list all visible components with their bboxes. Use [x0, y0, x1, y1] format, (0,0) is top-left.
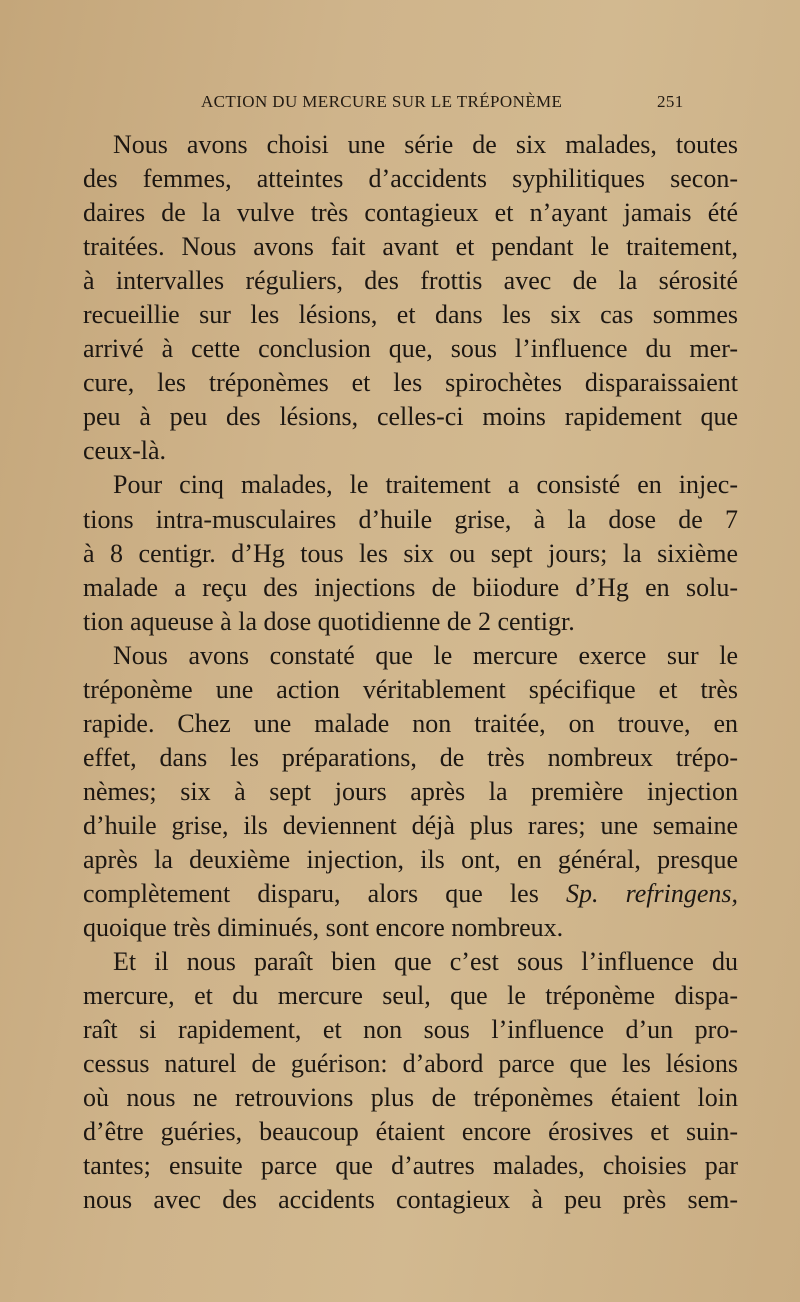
text-line: à intervalles réguliers, des frottis avec de la sérosité: [83, 266, 738, 296]
text-fragment: complètement disparu, alors que les: [83, 879, 539, 909]
text-line: raît si rapidement, et non sous l’influence d’un pro-: [83, 1015, 738, 1045]
text-line: d’être guéries, beaucoup étaient encore érosives et suin-: [83, 1117, 738, 1147]
paragraph-3: [55, 639, 738, 945]
italic-species-name: Sp. refringens,: [565, 879, 739, 909]
text-line: effet, dans les préparations, de très nombreux trépo-: [83, 742, 738, 772]
text-line: cure, les tréponèmes et les spirochètes disparaissaient: [83, 368, 738, 398]
text-line: arrivé à cette conclusion que, sous l’influence du mer-: [83, 334, 738, 364]
text-line: Nous avons choisi une série de six malades, toutes: [113, 130, 738, 159]
text-line: des femmes, atteintes d’accidents syphilitiques secon-: [83, 164, 738, 194]
text-line: ceux-là.: [83, 436, 167, 466]
text-line: tions intra-musculaires d’huile grise, à la dose de 7: [83, 504, 738, 534]
running-head-title: ACTION DU MERCURE SUR LE TRÉPONÈME: [201, 92, 563, 111]
text-line: Nous avons constaté que le mercure exerce sur le: [113, 640, 738, 670]
text-line: Pour cinq malades, le traitement a consisté en injec-: [113, 470, 738, 500]
text-line: à 8 centigr. d’Hg tous les six ou sept jours; la sixième: [83, 538, 738, 568]
text-line: daires de la vulve très contagieux et n’ayant jamais été: [83, 198, 738, 228]
page-number: 251: [657, 92, 684, 111]
text-line: malade a reçu des injections de biiodure d’Hg en solu-: [83, 572, 738, 602]
text-line: quoique très diminués, sont encore nombreux.: [83, 913, 564, 943]
text-line: cessus naturel de guérison: d’abord parce que les lésions: [83, 1049, 738, 1079]
text-line: tantes; ensuite parce que d’autres malades, choisies par: [83, 1151, 738, 1181]
paragraph-4: [55, 945, 738, 1217]
text-line: d’huile grise, ils deviennent déjà plus rares; une semaine: [83, 810, 738, 840]
text-line: tion aqueuse à la dose quotidienne de 2 centigr.: [83, 606, 575, 636]
text-line: mercure, et du mercure seul, que le tréponème dispa-: [83, 981, 738, 1011]
text-line: nous avec des accidents contagieux à peu près sem-: [83, 1185, 738, 1215]
paragraph-1: [55, 128, 738, 468]
body-text: [55, 128, 738, 1218]
text-line: recueillie sur les lésions, et dans les six cas sommes: [83, 300, 738, 330]
text-line: tréponème une action véritablement spécifique et très: [83, 674, 738, 704]
text-line: rapide. Chez une malade non traitée, on trouve, en: [83, 708, 738, 738]
paragraph-2: [55, 468, 738, 638]
text-line: Et il nous paraît bien que c’est sous l’influence du: [113, 947, 738, 977]
text-line: traitées. Nous avons fait avant et pendant le traitement,: [83, 232, 738, 262]
text-line: peu à peu des lésions, celles-ci moins rapidement que: [83, 402, 738, 432]
text-line: où nous ne retrouvions plus de tréponèmes étaient loin: [83, 1083, 738, 1113]
text-line-with-italic: [55, 877, 738, 911]
text-line: après la deuxième injection, ils ont, en général, presque: [83, 844, 738, 874]
text-line: nèmes; six à sept jours après la première injection: [83, 776, 738, 806]
